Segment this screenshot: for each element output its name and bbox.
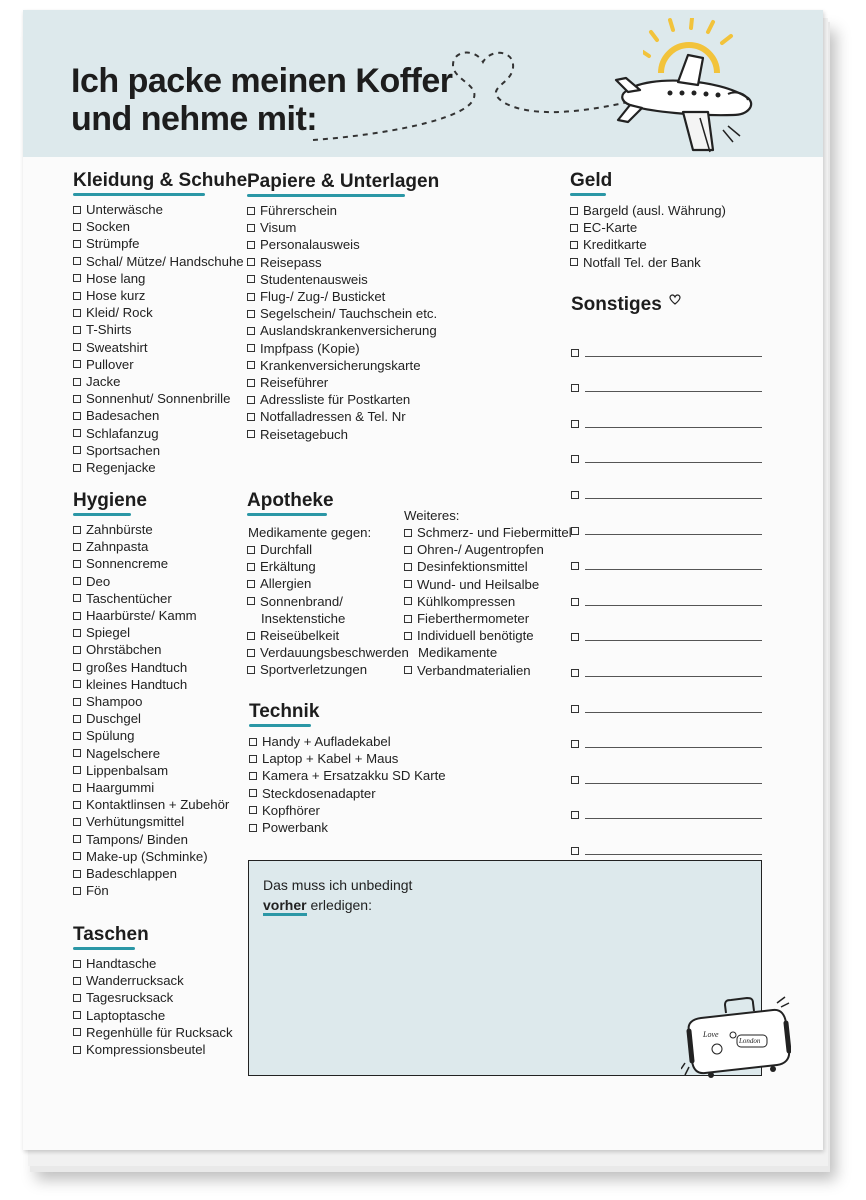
checkbox[interactable] bbox=[249, 789, 257, 797]
checklist-item[interactable]: Schmerz- und Fiebermittel bbox=[404, 524, 572, 541]
checklist-item[interactable]: Ohren-/ Augentropfen bbox=[404, 541, 572, 558]
checkbox[interactable] bbox=[249, 755, 257, 763]
page-title-line1: Ich packe meinen Koffer bbox=[71, 62, 453, 100]
blank-line-item[interactable] bbox=[571, 357, 762, 393]
checkbox[interactable] bbox=[571, 811, 579, 819]
checkbox[interactable] bbox=[247, 563, 255, 571]
checkbox[interactable] bbox=[73, 784, 81, 792]
blank-line-item[interactable] bbox=[571, 606, 762, 642]
section-heading-sonstiges: Sonstiges bbox=[571, 294, 681, 316]
checklist-item[interactable]: großes Handtuch bbox=[73, 659, 229, 676]
checkbox[interactable] bbox=[73, 887, 81, 895]
checklist-item[interactable]: Regenjacke bbox=[73, 459, 244, 476]
note-box-vorher-erledigen[interactable] bbox=[248, 860, 762, 1076]
checkbox[interactable] bbox=[247, 344, 255, 352]
checklist-item[interactable]: EC-Karte bbox=[570, 219, 726, 236]
writing-line[interactable] bbox=[585, 391, 762, 392]
checklist-item-continuation: Insektenstiche bbox=[261, 610, 346, 626]
checkbox[interactable] bbox=[247, 597, 255, 605]
checklist-item[interactable]: Nagelschere bbox=[73, 745, 229, 762]
checklist-item[interactable]: Powerbank bbox=[249, 819, 446, 836]
checklist-item[interactable]: Schlafanzug bbox=[73, 425, 244, 442]
writing-line[interactable] bbox=[585, 427, 762, 428]
checklist-item[interactable]: Sportverletzungen bbox=[247, 661, 409, 678]
checklist-item[interactable]: Lippenbalsam bbox=[73, 762, 229, 779]
checkbox[interactable] bbox=[73, 732, 81, 740]
checklist-item[interactable]: Laptoptasche bbox=[73, 1007, 233, 1024]
checklist-item[interactable]: Zahnbürste bbox=[73, 521, 229, 538]
note-strong-word: vorher bbox=[263, 897, 307, 916]
checklist-item[interactable]: Sweatshirt bbox=[73, 339, 244, 356]
checkbox[interactable] bbox=[247, 293, 255, 301]
checklist-item[interactable]: Spülung bbox=[73, 727, 229, 744]
section-heading-kleidung: Kleidung & Schuhe bbox=[73, 170, 247, 196]
checkbox[interactable] bbox=[404, 546, 412, 554]
blank-line-item[interactable] bbox=[571, 784, 762, 820]
checklist-item[interactable]: Wund- und Heilsalbe bbox=[404, 576, 572, 593]
writing-line[interactable] bbox=[585, 783, 762, 784]
checklist-item[interactable]: Unterwäsche bbox=[73, 201, 244, 218]
airplane-icon bbox=[608, 50, 758, 160]
section-heading-taschen: Taschen bbox=[73, 924, 149, 950]
checklist-item[interactable]: Shampoo bbox=[73, 693, 229, 710]
checklist-sheet bbox=[23, 10, 823, 1150]
checklist-item[interactable]: Sonnencreme bbox=[73, 555, 229, 572]
checklist-item[interactable]: Reisetagebuch bbox=[247, 426, 437, 443]
checklist-item[interactable]: Badeschlappen bbox=[73, 865, 229, 882]
checklist-item[interactable]: Schal/ Mütze/ Handschuhe bbox=[73, 253, 244, 270]
checklist-item[interactable]: T-Shirts bbox=[73, 321, 244, 338]
checkbox[interactable] bbox=[247, 546, 255, 554]
checkbox[interactable] bbox=[571, 527, 579, 535]
checkbox[interactable] bbox=[247, 327, 255, 335]
blank-line-item[interactable] bbox=[571, 392, 762, 428]
checkbox[interactable] bbox=[571, 384, 579, 392]
checkbox[interactable] bbox=[247, 666, 255, 674]
weiteres-label: Weiteres: bbox=[404, 508, 460, 523]
checklist-item[interactable]: Bargeld (ausl. Währung) bbox=[570, 202, 726, 219]
section-heading-apotheke: Apotheke bbox=[247, 490, 334, 516]
checkbox[interactable] bbox=[73, 994, 81, 1002]
checklist-item[interactable]: Haarbürste/ Kamm bbox=[73, 607, 229, 624]
checklist-item[interactable]: Deo bbox=[73, 573, 229, 590]
checklist-item[interactable]: Verbandmaterialien bbox=[404, 662, 572, 679]
checkbox[interactable] bbox=[404, 615, 412, 623]
checklist-item[interactable]: Studentenausweis bbox=[247, 271, 437, 288]
checkbox[interactable] bbox=[73, 960, 81, 968]
checkbox[interactable] bbox=[73, 446, 81, 454]
checklist-item[interactable]: Hose lang bbox=[73, 270, 244, 287]
checkbox[interactable] bbox=[571, 740, 579, 748]
checkbox[interactable] bbox=[247, 258, 255, 266]
checkbox[interactable] bbox=[73, 977, 81, 985]
checkbox[interactable] bbox=[73, 698, 81, 706]
checklist-item[interactable]: Individuell benötigte bbox=[404, 627, 572, 644]
writing-line[interactable] bbox=[585, 640, 762, 641]
checklist-item[interactable]: Strümpfe bbox=[73, 235, 244, 252]
writing-line[interactable] bbox=[585, 676, 762, 677]
list-weiteres bbox=[404, 524, 572, 679]
checkbox[interactable] bbox=[73, 577, 81, 585]
checklist-item[interactable]: Verhütungsmittel bbox=[73, 813, 229, 830]
checkbox[interactable] bbox=[73, 629, 81, 637]
blank-line-item[interactable] bbox=[571, 819, 762, 855]
checkbox[interactable] bbox=[73, 257, 81, 265]
checklist-item[interactable]: Durchfall bbox=[247, 541, 409, 558]
checklist-item[interactable]: Hose kurz bbox=[73, 287, 244, 304]
checkbox[interactable] bbox=[404, 632, 412, 640]
checklist-item[interactable]: Sportsachen bbox=[73, 442, 244, 459]
suitcase-sticker-london: London bbox=[739, 1037, 761, 1045]
writing-line[interactable] bbox=[585, 854, 762, 855]
blank-line-item[interactable] bbox=[571, 677, 762, 713]
checklist-item[interactable]: Jacke bbox=[73, 373, 244, 390]
checkbox[interactable] bbox=[73, 646, 81, 654]
checkbox[interactable] bbox=[571, 847, 579, 855]
checklist-item[interactable]: Badesachen bbox=[73, 407, 244, 424]
checkbox[interactable] bbox=[247, 649, 255, 657]
medikamente-label: Medikamente gegen: bbox=[248, 525, 372, 540]
checklist-item[interactable]: Notfall Tel. der Bank bbox=[570, 254, 726, 271]
checklist-item[interactable]: Kompressionsbeutel bbox=[73, 1041, 233, 1058]
checkbox[interactable] bbox=[73, 526, 81, 534]
checklist-item[interactable]: Sonnenbrand/ bbox=[247, 593, 409, 610]
checkbox[interactable] bbox=[404, 580, 412, 588]
checkbox[interactable] bbox=[404, 529, 412, 537]
checkbox[interactable] bbox=[73, 429, 81, 437]
checklist-item[interactable]: Krankenversicherungskarte bbox=[247, 357, 437, 374]
checklist-item[interactable]: Tagesrucksack bbox=[73, 989, 233, 1006]
checkbox[interactable] bbox=[73, 852, 81, 860]
blank-line-item[interactable] bbox=[571, 713, 762, 749]
checkbox[interactable] bbox=[73, 412, 81, 420]
checklist-item[interactable]: Verdauungsbeschwerden bbox=[247, 644, 409, 661]
checkbox[interactable] bbox=[73, 464, 81, 472]
writing-line[interactable] bbox=[585, 747, 762, 748]
checkbox[interactable] bbox=[571, 669, 579, 677]
checklist-item[interactable]: Kopfhörer bbox=[249, 802, 446, 819]
checkbox[interactable] bbox=[249, 738, 257, 746]
checkbox[interactable] bbox=[73, 378, 81, 386]
checkbox[interactable] bbox=[249, 824, 257, 832]
checkbox[interactable] bbox=[73, 274, 81, 282]
checklist-item[interactable]: Steckdosenadapter bbox=[249, 785, 446, 802]
checkbox[interactable] bbox=[570, 241, 578, 249]
checklist-item[interactable]: Duschgel bbox=[73, 710, 229, 727]
note-line1: Das muss ich unbedingt bbox=[263, 877, 413, 893]
checklist-item[interactable]: Desinfektionsmittel bbox=[404, 558, 572, 575]
writing-line[interactable] bbox=[585, 462, 762, 463]
checklist-item[interactable]: Spiegel bbox=[73, 624, 229, 641]
checklist-item[interactable]: Führerschein bbox=[247, 202, 437, 219]
checkbox[interactable] bbox=[73, 663, 81, 671]
checklist-item[interactable]: Impfpass (Kopie) bbox=[247, 340, 437, 357]
list-technik bbox=[249, 733, 446, 836]
checkbox[interactable] bbox=[73, 326, 81, 334]
checklist-item[interactable]: Personalausweis bbox=[247, 236, 437, 253]
checklist-item[interactable]: Haargummi bbox=[73, 779, 229, 796]
checkbox[interactable] bbox=[73, 749, 81, 757]
list-hygiene bbox=[73, 521, 229, 899]
writing-line[interactable] bbox=[585, 712, 762, 713]
checkbox[interactable] bbox=[73, 223, 81, 231]
checklist-item[interactable]: Kamera + Ersatzakku SD Karte bbox=[249, 767, 446, 784]
blank-line-item[interactable] bbox=[571, 428, 762, 464]
writing-line[interactable] bbox=[585, 498, 762, 499]
checkbox[interactable] bbox=[73, 206, 81, 214]
checkbox[interactable] bbox=[404, 666, 412, 674]
checkbox[interactable] bbox=[73, 801, 81, 809]
checklist-item[interactable]: Kühlkompressen bbox=[404, 593, 572, 610]
checklist-item[interactable]: Kleid/ Rock bbox=[73, 304, 244, 321]
checklist-item[interactable]: Kreditkarte bbox=[570, 236, 726, 253]
checkbox[interactable] bbox=[571, 776, 579, 784]
checkbox[interactable] bbox=[73, 309, 81, 317]
checklist-item[interactable]: Reiseführer bbox=[247, 374, 437, 391]
checklist-item[interactable]: Kontaktlinsen + Zubehör bbox=[73, 796, 229, 813]
checkbox[interactable] bbox=[247, 224, 255, 232]
checkbox[interactable] bbox=[247, 580, 255, 588]
checklist-item[interactable]: Fieberthermometer bbox=[404, 610, 572, 627]
note-line2 bbox=[263, 895, 412, 915]
dashed-heart-path-icon bbox=[303, 40, 633, 150]
checkbox[interactable] bbox=[73, 818, 81, 826]
checkbox[interactable] bbox=[571, 705, 579, 713]
checkbox[interactable] bbox=[571, 633, 579, 641]
checkbox[interactable] bbox=[247, 241, 255, 249]
checklist-item[interactable]: Wanderrucksack bbox=[73, 972, 233, 989]
blank-line-item[interactable] bbox=[571, 535, 762, 571]
checkbox[interactable] bbox=[249, 806, 257, 814]
writing-line[interactable] bbox=[585, 356, 762, 357]
writing-line[interactable] bbox=[585, 569, 762, 570]
section-heading-geld: Geld bbox=[570, 170, 612, 196]
checklist-item-continuation: Medikamente bbox=[418, 645, 498, 661]
checklist-item[interactable]: Pullover bbox=[73, 356, 244, 373]
checkbox[interactable] bbox=[73, 870, 81, 878]
checklist-item[interactable]: Adressliste für Postkarten bbox=[247, 391, 437, 408]
suitcase-icon bbox=[681, 993, 791, 1083]
blank-line-item[interactable] bbox=[571, 499, 762, 535]
section-heading-technik: Technik bbox=[249, 701, 319, 727]
checkbox[interactable] bbox=[571, 349, 579, 357]
checkbox[interactable] bbox=[73, 560, 81, 568]
checklist-item[interactable]: Allergien bbox=[247, 575, 409, 592]
list-medikamente bbox=[247, 541, 409, 679]
checkbox[interactable] bbox=[571, 562, 579, 570]
checkbox[interactable] bbox=[73, 1011, 81, 1019]
checklist-item[interactable]: Make-up (Schminke) bbox=[73, 848, 229, 865]
page-title-line2: und nehme mit: bbox=[71, 100, 318, 138]
blank-line-item[interactable] bbox=[571, 570, 762, 606]
blank-line-item[interactable] bbox=[571, 463, 762, 499]
checkbox[interactable] bbox=[73, 680, 81, 688]
checkbox[interactable] bbox=[570, 207, 578, 215]
checkbox[interactable] bbox=[73, 1046, 81, 1054]
list-sonstiges-blank-lines bbox=[571, 321, 762, 855]
checkbox[interactable] bbox=[73, 292, 81, 300]
checklist-item[interactable]: Reiseübelkeit bbox=[247, 627, 409, 644]
checkbox[interactable] bbox=[73, 343, 81, 351]
list-geld bbox=[570, 202, 726, 271]
checkbox[interactable] bbox=[73, 835, 81, 843]
checkbox[interactable] bbox=[571, 598, 579, 606]
checkbox[interactable] bbox=[247, 413, 255, 421]
checklist-item[interactable]: Sonnenhut/ Sonnenbrille bbox=[73, 390, 244, 407]
checklist-item[interactable]: Fön bbox=[73, 882, 229, 899]
checkbox[interactable] bbox=[247, 275, 255, 283]
checkbox[interactable] bbox=[571, 491, 579, 499]
checkbox[interactable] bbox=[571, 420, 579, 428]
writing-line[interactable] bbox=[585, 818, 762, 819]
checkbox[interactable] bbox=[247, 379, 255, 387]
checklist-item[interactable]: Tampons/ Binden bbox=[73, 831, 229, 848]
checkbox[interactable] bbox=[73, 594, 81, 602]
checklist-item[interactable]: Laptop + Kabel + Maus bbox=[249, 750, 446, 767]
checkbox[interactable] bbox=[404, 563, 412, 571]
checklist-item[interactable]: Zahnpasta bbox=[73, 538, 229, 555]
section-heading-papiere: Papiere & Unterlagen bbox=[247, 171, 439, 197]
writing-line[interactable] bbox=[585, 605, 762, 606]
checkbox[interactable] bbox=[571, 455, 579, 463]
checkbox[interactable] bbox=[247, 396, 255, 404]
checklist-item[interactable]: Reisepass bbox=[247, 254, 437, 271]
checkbox[interactable] bbox=[570, 224, 578, 232]
checklist-item[interactable]: Notfalladressen & Tel. Nr bbox=[247, 408, 437, 425]
checklist-item[interactable]: Taschentücher bbox=[73, 590, 229, 607]
checkbox[interactable] bbox=[247, 207, 255, 215]
checkbox[interactable] bbox=[73, 360, 81, 368]
checkbox[interactable] bbox=[570, 258, 578, 266]
blank-line-item[interactable] bbox=[571, 641, 762, 677]
checklist-item[interactable]: Erkältung bbox=[247, 558, 409, 575]
checklist-item[interactable]: Auslandskrankenversicherung bbox=[247, 322, 437, 339]
checkbox[interactable] bbox=[247, 430, 255, 438]
blank-line-item[interactable] bbox=[571, 748, 762, 784]
checkbox[interactable] bbox=[73, 543, 81, 551]
checklist-item[interactable]: kleines Handtuch bbox=[73, 676, 229, 693]
checkbox[interactable] bbox=[404, 597, 412, 605]
checkbox[interactable] bbox=[73, 715, 81, 723]
checklist-item[interactable]: Ohrstäbchen bbox=[73, 641, 229, 658]
list-papiere bbox=[247, 202, 437, 443]
checkbox[interactable] bbox=[73, 395, 81, 403]
section-heading-hygiene: Hygiene bbox=[73, 490, 147, 516]
checkbox[interactable] bbox=[247, 310, 255, 318]
checkbox[interactable] bbox=[73, 766, 81, 774]
checklist-item[interactable]: Regenhülle für Rucksack bbox=[73, 1024, 233, 1041]
note-rest: erledigen: bbox=[306, 897, 372, 913]
checklist-item[interactable]: Visum bbox=[247, 219, 437, 236]
note-box-prompt bbox=[263, 875, 412, 915]
checkbox[interactable] bbox=[73, 240, 81, 248]
checkbox[interactable] bbox=[247, 632, 255, 640]
checklist-item[interactable]: Handtasche bbox=[73, 955, 233, 972]
checklist-item[interactable]: Segelschein/ Tauchschein etc. bbox=[247, 305, 437, 322]
checklist-item[interactable]: Flug-/ Zug-/ Busticket bbox=[247, 288, 437, 305]
list-taschen bbox=[73, 955, 233, 1058]
checkbox[interactable] bbox=[73, 1028, 81, 1036]
checklist-item[interactable]: Handy + Aufladekabel bbox=[249, 733, 446, 750]
blank-line-item[interactable] bbox=[571, 321, 762, 357]
suitcase-sticker-love: Love bbox=[703, 1030, 719, 1039]
checkbox[interactable] bbox=[247, 361, 255, 369]
checklist-item[interactable]: Socken bbox=[73, 218, 244, 235]
heart-icon bbox=[669, 294, 681, 305]
checkbox[interactable] bbox=[249, 772, 257, 780]
checkbox[interactable] bbox=[73, 612, 81, 620]
writing-line[interactable] bbox=[585, 534, 762, 535]
list-kleidung bbox=[73, 201, 244, 476]
